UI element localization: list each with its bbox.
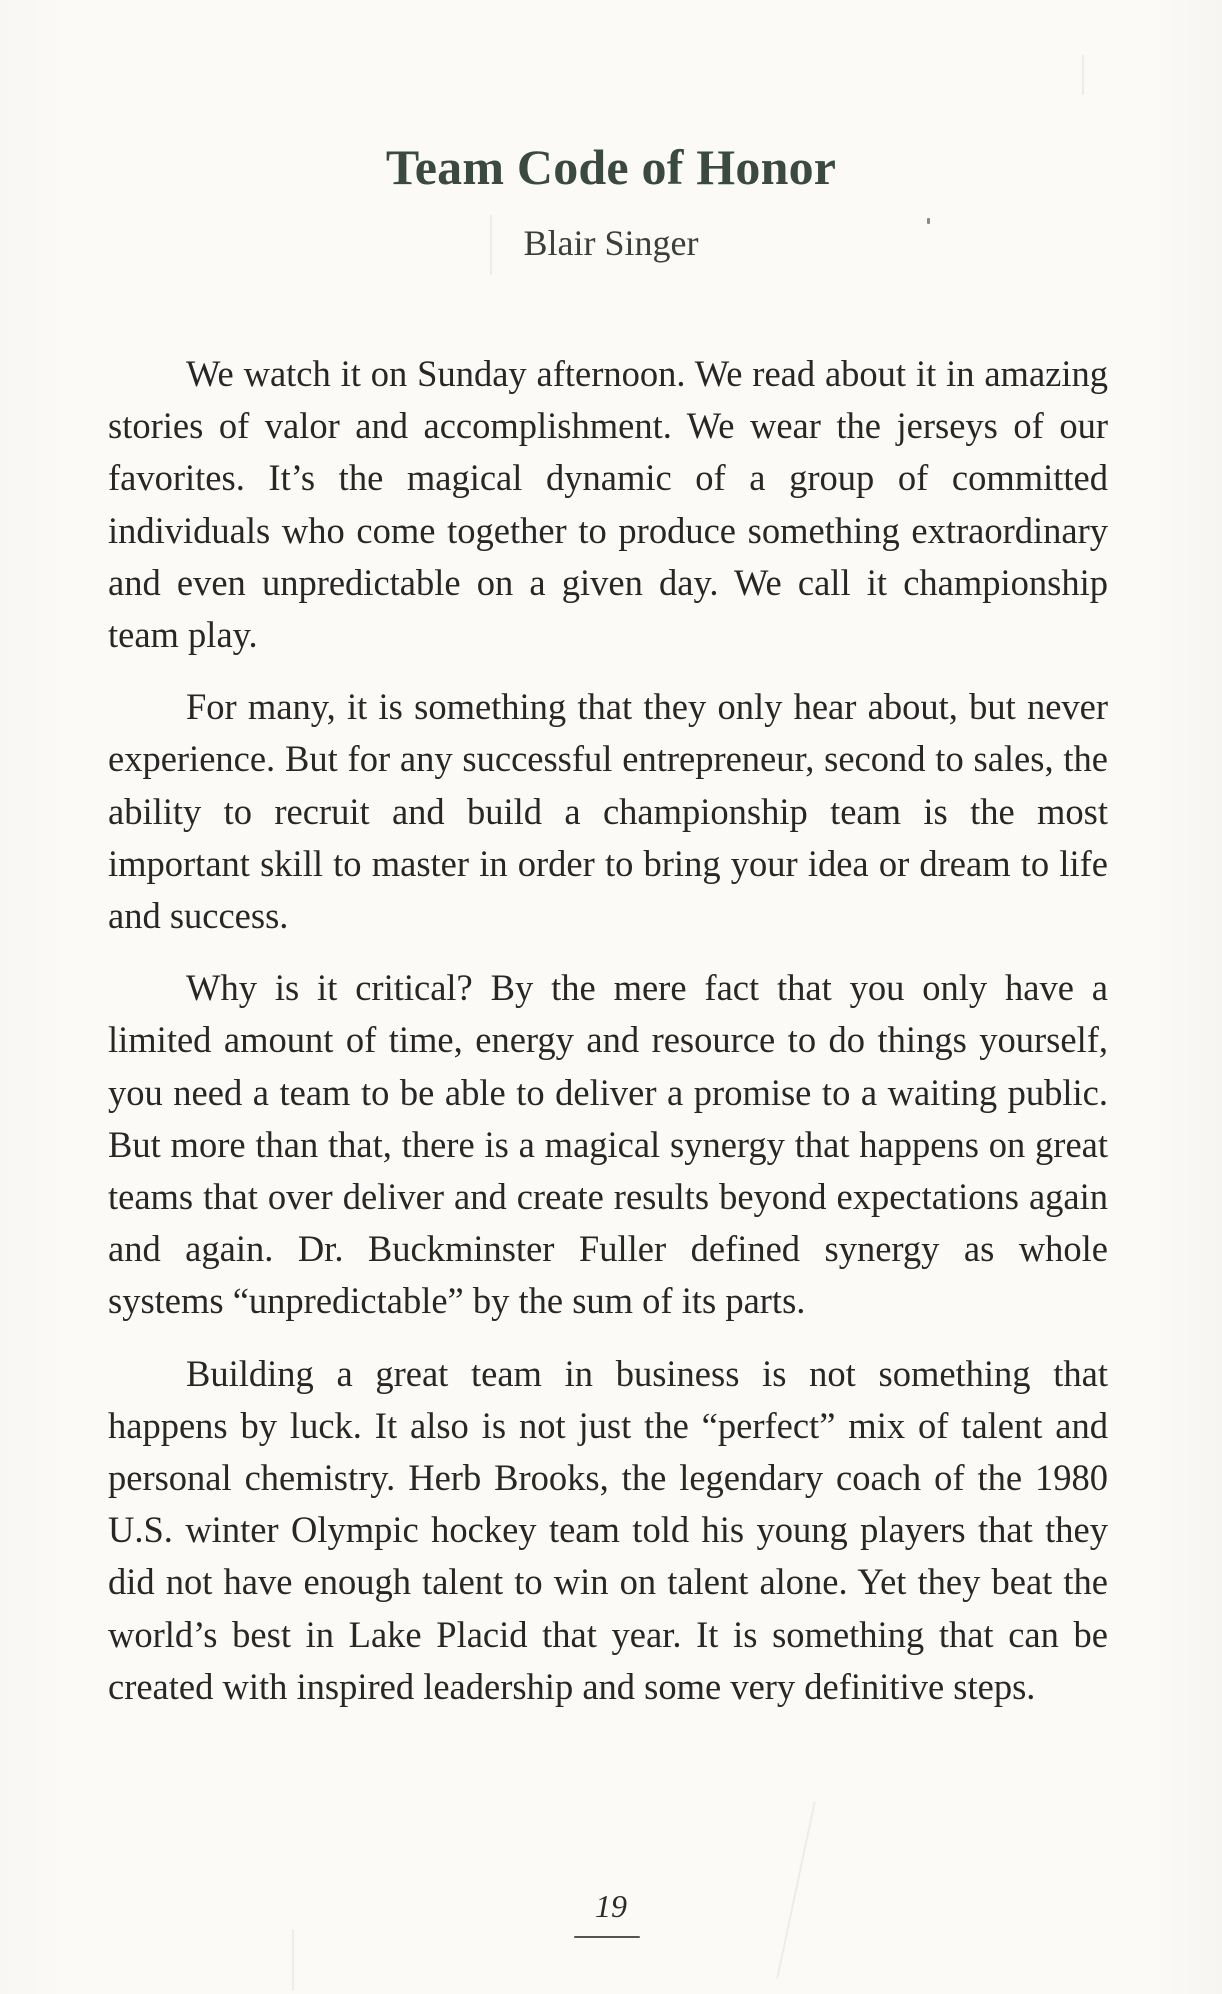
paragraph: We watch it on Sunday afternoon. We read about it in amazing stories of valor and accomplishment. We wear the jerseys of our favorites. It’s the magical dynamic of a group of committed individuals who come together to produce something extraordinary and even unpredictable on a given day. We call it championship team play. — [108, 353, 1108, 656]
page-number-underline — [574, 1936, 640, 1938]
scan-crease — [1082, 55, 1084, 95]
chapter-body — [108, 348, 1108, 1733]
paragraph: Why is it critical? By the mere fact that you only have a limited amount of time, energy and resource to do things yourself, you need a team to be able to deliver a promise to a waiting public. But more than that, there is a magical synergy that happens on great teams that over deliver and create results beyond expectations again and again. Dr. Buckminster Fuller defined synergy as whole systems “unpredictable” by the sum of its parts. — [108, 967, 1108, 1322]
author-name: Blair Singer — [523, 223, 699, 263]
scan-crease — [292, 1930, 294, 1990]
chapter-title: Team Code of Honor — [385, 139, 837, 195]
page-number: 19 — [595, 1888, 627, 1924]
paragraph: Building a great team in business is not something that happens by luck. It also is not just the “perfect” mix of talent and personal chemistry. Herb Brooks, the legendary coach of the 1980 U.S. winter Olympic hockey team told his young players that they did not have enough talent to win on talent alone. Yet they beat the world’s best in Lake Placid that year. It is something that can be created with inspired leadership and some very definitive steps. — [108, 1352, 1108, 1707]
paragraph: For many, it is something that they only hear about, but never experience. But for any successful entrepreneur, second to sales, the ability to recruit and build a championship team is the most important skill to master in order to bring your idea or dream to life and success. — [108, 686, 1108, 937]
